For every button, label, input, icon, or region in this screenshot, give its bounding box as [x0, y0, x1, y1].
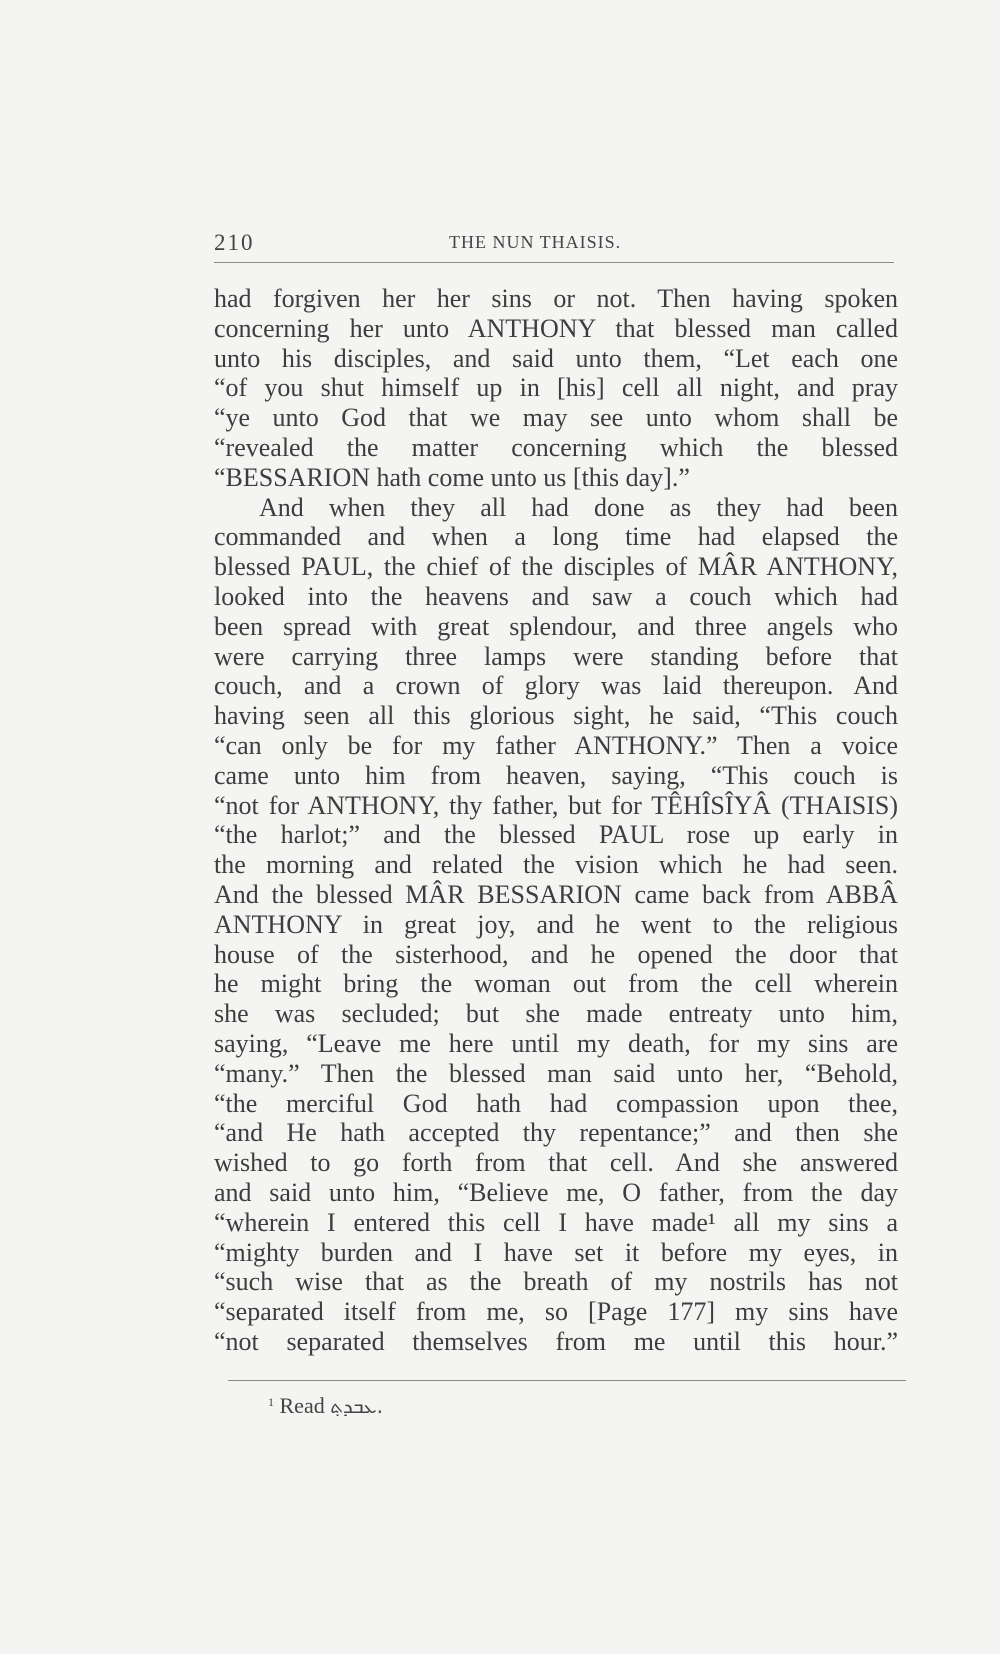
body-line: “such wise that as the breath of my nostrils has not	[214, 1267, 898, 1297]
footnote-syriac-word: ܥܒܕܬ݂.	[330, 1394, 383, 1418]
footnote-rule	[228, 1380, 906, 1381]
body-line: “wherein I entered this cell I have made¹ all my sins a	[214, 1207, 898, 1237]
body-line: couch, and a crown of glory was laid thereupon. And	[214, 671, 898, 701]
body-line: saying, “Leave me here until my death, for my sins are	[214, 1028, 898, 1058]
body-line: having seen all this glorious sight, he said, “This couch	[214, 701, 898, 731]
body-line: commanded and when a long time had elapsed the	[214, 522, 898, 552]
body-line: “and He hath accepted thy repentance;” and then she	[214, 1118, 898, 1148]
body-line: “revealed the matter concerning which the blessed	[214, 432, 898, 462]
body-line: “ye unto God that we may see unto whom shall be	[214, 403, 898, 433]
body-line: house of the sisterhood, and he opened the door that	[214, 939, 898, 969]
body-line: he might bring the woman out from the cell wherein	[214, 969, 898, 999]
body-line: had forgiven her her sins or not. Then having spoken	[214, 284, 898, 313]
body-line: “can only be for my father ANTHONY.” Then a voice	[214, 730, 898, 760]
footnote-text: Read	[279, 1393, 325, 1418]
body-line: looked into the heavens and saw a couch which had	[214, 581, 898, 611]
body-line: she was secluded; but she made entreaty unto him,	[214, 999, 898, 1029]
page-number: 210	[214, 230, 255, 255]
body-line: And the blessed MÂR BESSARION came back from ABBÂ	[214, 879, 898, 909]
body-line: “separated itself from me, so [Page 177] my sins have	[214, 1297, 898, 1327]
body-line: the morning and related the vision which he had seen.	[214, 850, 898, 880]
body-line: “of you shut himself up in [his] cell all night, and pray	[214, 373, 898, 403]
body-line: unto his disciples, and said unto them, “Let each one	[214, 343, 898, 373]
body-text	[214, 284, 898, 1357]
body-line: concerning her unto ANTHONY that blessed man called	[214, 313, 898, 343]
body-line: “mighty burden and I have set it before my eyes, in	[214, 1237, 898, 1267]
body-line: “not for ANTHONY, thy father, but for TÊHÎSÎYÂ (THAISIS)	[214, 790, 898, 820]
body-line: came unto him from heaven, saying, “This couch is	[214, 760, 898, 790]
footnote	[268, 1393, 383, 1419]
body-line: blessed PAUL, the chief of the disciples of MÂR ANTHONY,	[214, 552, 898, 582]
body-line: “BESSARION hath come unto us [this day].”	[214, 462, 690, 492]
body-line: “the merciful God hath had compassion upon thee,	[214, 1088, 898, 1118]
body-line: “the harlot;” and the blessed PAUL rose up early in	[214, 820, 898, 850]
footnote-marker: 1	[268, 1395, 274, 1409]
body-line: “many.” Then the blessed man said unto her, “Behold,	[214, 1058, 898, 1088]
body-line: and said unto him, “Believe me, O father, from the day	[214, 1177, 898, 1207]
body-line: ANTHONY in great joy, and he went to the religious	[214, 909, 898, 939]
body-line: And when they all had done as they had been	[259, 492, 898, 522]
body-line: “not separated themselves from me until this hour.”	[214, 1326, 898, 1356]
page-header	[214, 230, 894, 266]
running-title: THE NUN THAISIS.	[449, 232, 622, 252]
body-line: were carrying three lamps were standing before that	[214, 641, 898, 671]
body-line: been spread with great splendour, and three angels who	[214, 611, 898, 641]
body-line: wished to go forth from that cell. And she answered	[214, 1148, 898, 1178]
header-rule	[214, 262, 894, 263]
